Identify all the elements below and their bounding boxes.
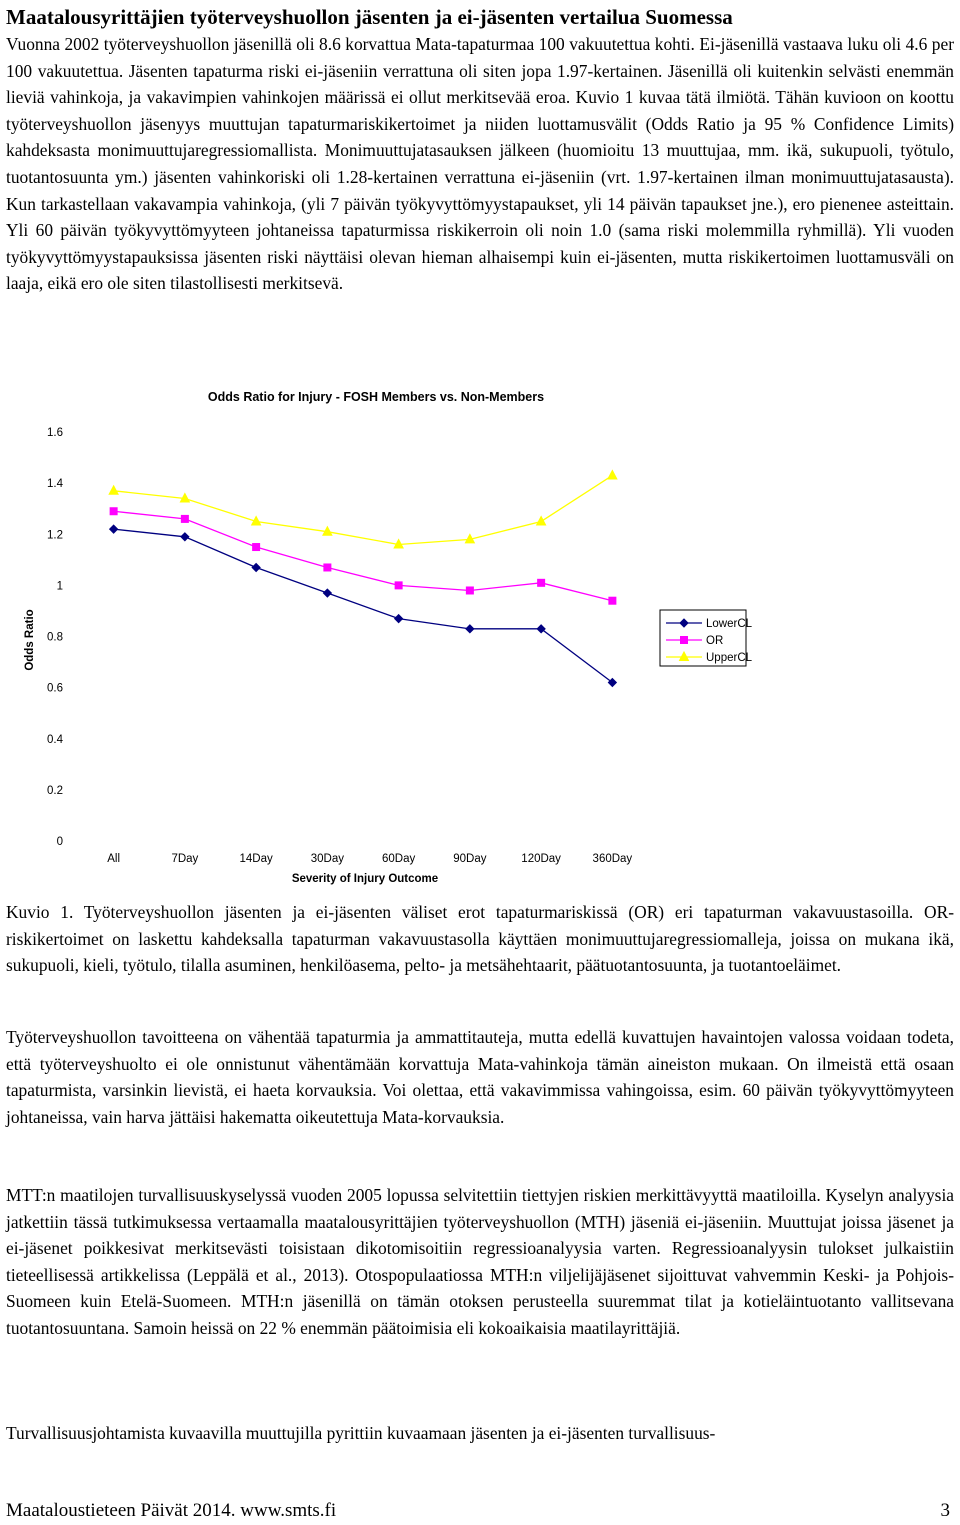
series-line-lowercl: [114, 529, 613, 682]
y-tick-label: 1.6: [47, 427, 63, 439]
legend-marker-or: [681, 637, 688, 644]
page-number: 3: [940, 1500, 950, 1521]
data-point-uppercl: [537, 516, 546, 525]
y-tick-label: 0: [56, 836, 63, 848]
x-tick-label: 60Day: [382, 853, 416, 865]
data-point-or: [395, 582, 402, 589]
x-axis-label: Severity of Injury Outcome: [291, 873, 439, 885]
data-point-lowercl: [395, 615, 403, 623]
x-tick-label: 120Day: [521, 853, 561, 865]
data-point-or: [181, 515, 188, 522]
x-tick-label: 90Day: [453, 853, 487, 865]
data-point-lowercl: [252, 563, 260, 571]
y-tick-label: 1.2: [47, 529, 63, 542]
x-tick-label: 30Day: [310, 853, 344, 865]
y-tick-label: 0.6: [47, 682, 63, 695]
data-point-or: [253, 544, 260, 551]
y-tick-label: 0.2: [47, 784, 63, 797]
chart-title: Odds Ratio for Injury - FOSH Members vs. Non-Members: [207, 390, 545, 404]
data-point-or: [324, 564, 331, 571]
y-tick-label: 0.8: [47, 631, 63, 644]
y-tick-label: 0.4: [47, 733, 63, 746]
data-point-uppercl: [608, 470, 617, 479]
data-point-lowercl: [110, 525, 118, 533]
y-tick-label: 1.4: [47, 478, 63, 491]
paragraph-2: Työterveyshuollon tavoitteena on vähentää tapaturmia ja ammattitauteja, mutta edellä kuvattujen havaintojen valossa voidaan todeta, että työterveyshuolto ei ole onnistunut vähentämään korvattuja Mata-vahinkoja tämän aineiston mukaan. On ilmeistä että osaan tapaturmista, varsinkin lievistä, ei haeta korvauksia. Voi olettaa, että vakavimmissa vahingoissa, esim. 60 päivän työkyvyttömyyteen johtaneissa, vain harva jättäisi hakematta oikeutettuja Mata-korvauksia.: [6, 1027, 954, 1127]
data-point-lowercl: [323, 589, 331, 597]
footer-source: Maataloustieteen Päivät 2014. www.smts.fi: [6, 1500, 337, 1521]
chart-legend: [660, 610, 753, 666]
odds-ratio-chart: [6, 385, 954, 885]
x-tick-label: 14Day: [239, 853, 273, 865]
paragraph-4: Turvallisuusjohtamista kuvaavilla muuttujilla pyrittiin kuvaamaan jäsenten ja ei-jäsenten turvallisuus-: [6, 1423, 716, 1443]
x-tick-label: 360Day: [592, 853, 633, 865]
intro-paragraph: Vuonna 2002 työterveyshuollon jäsenillä oli 8.6 korvattua Mata-tapaturmaa 100 vakuutettua kohti. Ei-jäsenillä vastaava luku oli 4.6 per 100 vakuutettua. Jäsenten tapaturma riski ei-jäseniin verrattuna oli siten jopa 1.97-kertainen. Jäsenillä oli kuitenkin selvästi enemmän lieviä vahinkoja, ja vakavimpien vahinkojen määrissä ei ollut merkitsevää eroa. Kuvio 1 kuvaa tätä ilmiötä. Tähän kuvioon on koottu työterveyshuollon jäsenyys muuttujan tapaturmariskikertoimet ja niiden luottamusvälit (Odds Ratio ja 95 % Confidence Limits) kahdeksasta monimuuttujaregressiomallista. Monimuuttujatasauksen jälkeen (huomioitu 13 muuttujaa, mm. ikä, sukupuoli, työtulo, tuotantosuunta ym.) jäsenten vahinkoriski oli 1.28-kertainen verrattuna ei-jäseniin (vrt. 1.97-kertainen ilman monimuuttujatasausta). Kun tarkastellaan vakavampia vahinkoja, (yli 7 päivän työkyvyttömyystapaukset, yli 14 päivän tapaukset jne.), ero pienenee asteittain. Yli 60 päivän työkyvyttömyyteen johtaneissa tapaturmissa riskikerroin oli noin 1.0 (sama riski molemmilla ryhmillä). Yli vuoden työkyvyttömyystapauksissa jäsenten riski näyttäisi olevan hieman alhaisempi kuin ei-jäsenten, mutta riskikertoimen luottamusväli on laaja, eikä ero ole siten tilastollisesti merkitsevä.: [6, 34, 954, 294]
y-axis-label: Odds Ratio: [24, 609, 36, 671]
paragraph-3: MTT:n maatilojen turvallisuuskyselyssä vuoden 2005 lopussa selvitettiin tiettyjen riskien merkittävyyttä maatiloilla. Kyselyn analyysia jatkettiin tässä tutkimuksessa vertaamalla maatalousyrittäjien työterveyshuollon (MTH) jäseniä ei-jäseniin. Muuttujat joissa jäsenet ja ei-jäsenet poikkesivat merkitsevästi toisistaan dikotomisoitiin regressioanalyysia varten. Regressioanalyysin tulokset julkaistiin tieteellisessä artikkelissa (Leppälä et al., 2013). Otospopulaatiossa MTH:n viljelijäjäsenet sijoittuvat vahvemmin Keski- ja Pohjois-Suomeen kuin Etelä-Suomeen. MTH:n jäsenillä on tämän otoksen perusteella suuremmat tilat ja kotieläintuotanto vallitsevana tuotantosuuntana. Samoin heissä on 22 % enemmän päätoimisia eli kokoaikaisia maatilayrittäjiä.: [6, 1185, 954, 1338]
data-point-lowercl: [181, 533, 189, 541]
series-line-uppercl: [114, 475, 613, 544]
data-point-uppercl: [109, 486, 118, 495]
data-point-or: [609, 597, 616, 604]
legend-label-or: OR: [706, 635, 724, 647]
figure-caption: Kuvio 1. Työterveyshuollon jäsenten ja ei-jäsenten väliset erot tapaturmariskissä (OR) eri tapaturman vakavuustasoilla. OR-riskikertoimet on laskettu kahdeksalla tapaturman vakavuustasolla käyttäen monimuuttujaregressiomalleja, joissa on mukana ikä, sukupuoli, kieli, työtulo, tilalla asuminen, henkilöasema, pelto- ja metsähehtaarit, päätuotantosuunta, ja tuotantoeläimet.: [6, 902, 954, 976]
legend-label-uppercl: UpperCL: [706, 652, 753, 664]
data-point-lowercl: [466, 625, 474, 633]
data-point-or: [110, 508, 117, 515]
legend-label-lowercl: LowerCL: [706, 618, 753, 630]
x-tick-label: 7Day: [171, 853, 199, 865]
data-point-or: [538, 579, 545, 586]
data-point-or: [466, 587, 473, 594]
document-title: Maatalousyrittäjien työterveyshuollon jäsenten ja ei-jäsenten vertailua Suomessa: [6, 5, 733, 29]
x-tick-label: All: [107, 853, 121, 865]
y-tick-label: 1: [56, 580, 63, 593]
